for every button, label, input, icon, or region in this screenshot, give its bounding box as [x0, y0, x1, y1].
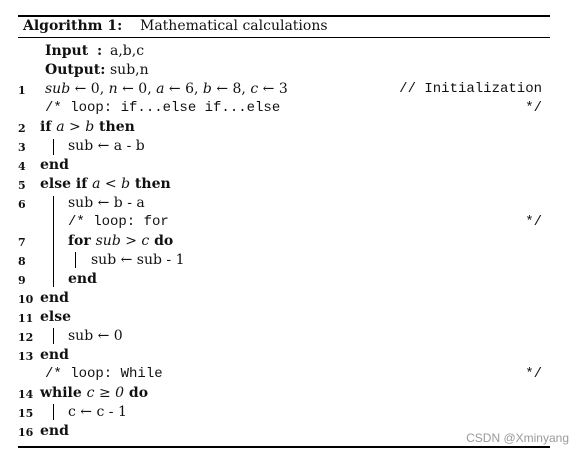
keyword: end [40, 423, 69, 439]
code-statement [40, 423, 69, 439]
algorithm-line [0, 233, 583, 252]
code-statement [40, 309, 71, 325]
code-statement [68, 404, 127, 420]
line-number: 10 [18, 293, 34, 306]
line-number: 12 [18, 331, 34, 344]
block-bar-for [75, 252, 76, 268]
code-statement [68, 233, 173, 249]
input-row [0, 43, 583, 62]
algorithm-line [0, 119, 583, 138]
code-statement [40, 176, 171, 192]
keyword: then [130, 176, 171, 192]
code-statement [40, 347, 69, 363]
block-bar-then [53, 139, 54, 155]
header-rule [18, 37, 550, 38]
line-number: 8 [18, 255, 26, 268]
keyword: end [40, 290, 69, 306]
algorithm-line [0, 81, 583, 100]
algorithm-line [0, 176, 583, 195]
keyword: while [40, 385, 87, 401]
block-bar-elseif [53, 196, 54, 287]
code-statement [68, 271, 97, 287]
code-text: ← 0, [117, 81, 157, 97]
block-bar-else [53, 328, 54, 344]
code-statement [68, 195, 145, 211]
code-statement [40, 385, 148, 401]
output-label: Output: [45, 62, 106, 78]
input-separator: : [97, 43, 103, 59]
block-bar-while [53, 404, 54, 420]
keyword: do [124, 385, 149, 401]
algorithm-line [0, 138, 583, 157]
code-text: c ← c - 1 [68, 404, 127, 420]
inline-comment: // Initialization [399, 81, 542, 97]
output-row [0, 62, 583, 81]
watermark: CSDN @Xminyang [466, 431, 569, 445]
line-number: 2 [18, 122, 26, 135]
code-text: ← 6, [164, 81, 203, 97]
input-label: Input [45, 43, 89, 59]
keyword: do [149, 233, 174, 249]
comment-text: /* loop: for [68, 214, 169, 230]
algorithm-line [0, 328, 583, 347]
line-number: 9 [18, 274, 26, 287]
keyword: if [40, 119, 57, 135]
math-expression: c ≥ 0 [86, 385, 125, 401]
algorithm-line [0, 385, 583, 404]
code-statement [45, 81, 288, 97]
line-number: 1 [18, 84, 26, 97]
top-rule [18, 15, 550, 17]
algorithm-line [0, 214, 583, 233]
code-statement [40, 290, 69, 306]
math-expression: a < b [92, 176, 131, 192]
algorithm-title: Mathematical calculations [140, 18, 328, 34]
line-number: 15 [18, 407, 34, 420]
algorithm-line [0, 347, 583, 366]
code-statement [40, 119, 135, 135]
keyword: then [94, 119, 135, 135]
code-text: ← 3 [258, 81, 288, 97]
line-number: 11 [18, 312, 34, 325]
math-expression: sub > c [95, 233, 150, 249]
algorithm-header [0, 18, 583, 37]
line-number: 16 [18, 426, 34, 439]
code-text: sub ← sub - 1 [91, 252, 185, 268]
line-number: 3 [18, 141, 26, 154]
algorithm-line [0, 404, 583, 423]
comment-text: /* loop: While [45, 366, 163, 382]
algorithm-line [0, 100, 583, 119]
comment-close: */ [525, 214, 542, 230]
code-text: ← 0, [70, 81, 109, 97]
math-expression: b [202, 81, 212, 97]
math-expression: n [108, 81, 118, 97]
line-number: 5 [18, 179, 26, 192]
comment-text: /* loop: if...else if...else [45, 100, 281, 116]
bottom-rule [18, 446, 550, 448]
line-number: 6 [18, 198, 26, 211]
keyword: else [40, 309, 72, 325]
math-expression: c [250, 81, 259, 97]
line-number: 13 [18, 350, 34, 363]
algorithm-line [0, 252, 583, 271]
comment-close: */ [525, 100, 542, 116]
algorithm-line [0, 157, 583, 176]
math-expression: sub [45, 81, 71, 97]
code-statement [40, 157, 69, 173]
keyword: for [68, 233, 96, 249]
line-number: 4 [18, 160, 26, 173]
code-statement [68, 328, 123, 344]
algorithm-line [0, 271, 583, 290]
algorithm-line [0, 366, 583, 385]
code-statement [91, 252, 185, 268]
math-expression: a > b [56, 119, 95, 135]
line-number: 7 [18, 236, 26, 249]
line-number: 14 [18, 388, 34, 401]
math-expression: a [156, 81, 165, 97]
algorithm-line [0, 309, 583, 328]
input-value: a,b,c [110, 43, 145, 59]
algorithm-label: Algorithm 1: [23, 18, 123, 34]
algorithm-line [0, 195, 583, 214]
algorithm-line [0, 290, 583, 309]
output-value: sub,n [110, 62, 149, 78]
keyword: else if [40, 176, 93, 192]
code-text: sub ← 0 [68, 328, 123, 344]
code-text: sub ← a - b [68, 138, 145, 154]
comment-close: */ [525, 366, 542, 382]
keyword: end [40, 347, 69, 363]
code-text: sub ← b - a [68, 195, 145, 211]
keyword: end [68, 271, 97, 287]
code-text: ← 8, [211, 81, 251, 97]
code-statement [68, 138, 145, 154]
keyword: end [40, 157, 69, 173]
